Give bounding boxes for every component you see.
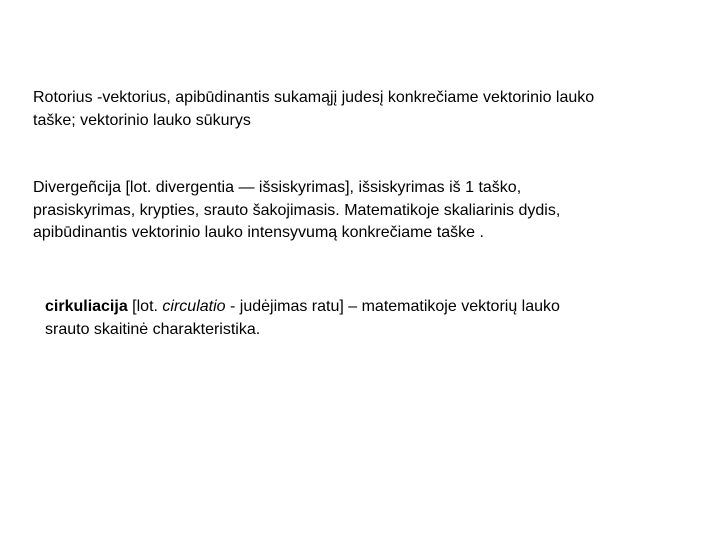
cirkuliacija-line-2: srauto skaitinė charakteristika. [45,320,261,338]
rotorius-line-1: Rotorius -vektorius, apibūdinantis sukamąjį judesį konkrečiame vektorinio lauko [33,89,595,106]
cirkuliacija-text-b: - judėjimas ratu] – matematikoje vektorių lauko [225,298,560,315]
cirkuliacija-line-1 [45,296,560,319]
cirkuliacija-definition [45,296,560,341]
rotorius-line-2: taške; vektorinio lauko sūkurys [33,111,251,129]
cirkuliacija-term: cirkuliacija [45,298,128,315]
rotorius-definition [33,87,594,132]
cirkuliacija-latin-term: circulatio [162,298,226,315]
divergencija-definition [33,177,560,245]
cirkuliacija-text-a: [lot. [127,298,163,315]
divergencija-line-3: apibūdinantis vektorinio lauko intensyvumą konkrečiame taške . [33,224,484,241]
divergencija-line-2: prasiskyrimas, krypties, srauto šakojimasis. Matematikoje skaliarinis dydis, [33,201,561,219]
divergencija-line-1: Divergeñcija [lot. divergentia — išsiskyrimas], išsiskyrimas iš 1 taško, [33,179,522,196]
